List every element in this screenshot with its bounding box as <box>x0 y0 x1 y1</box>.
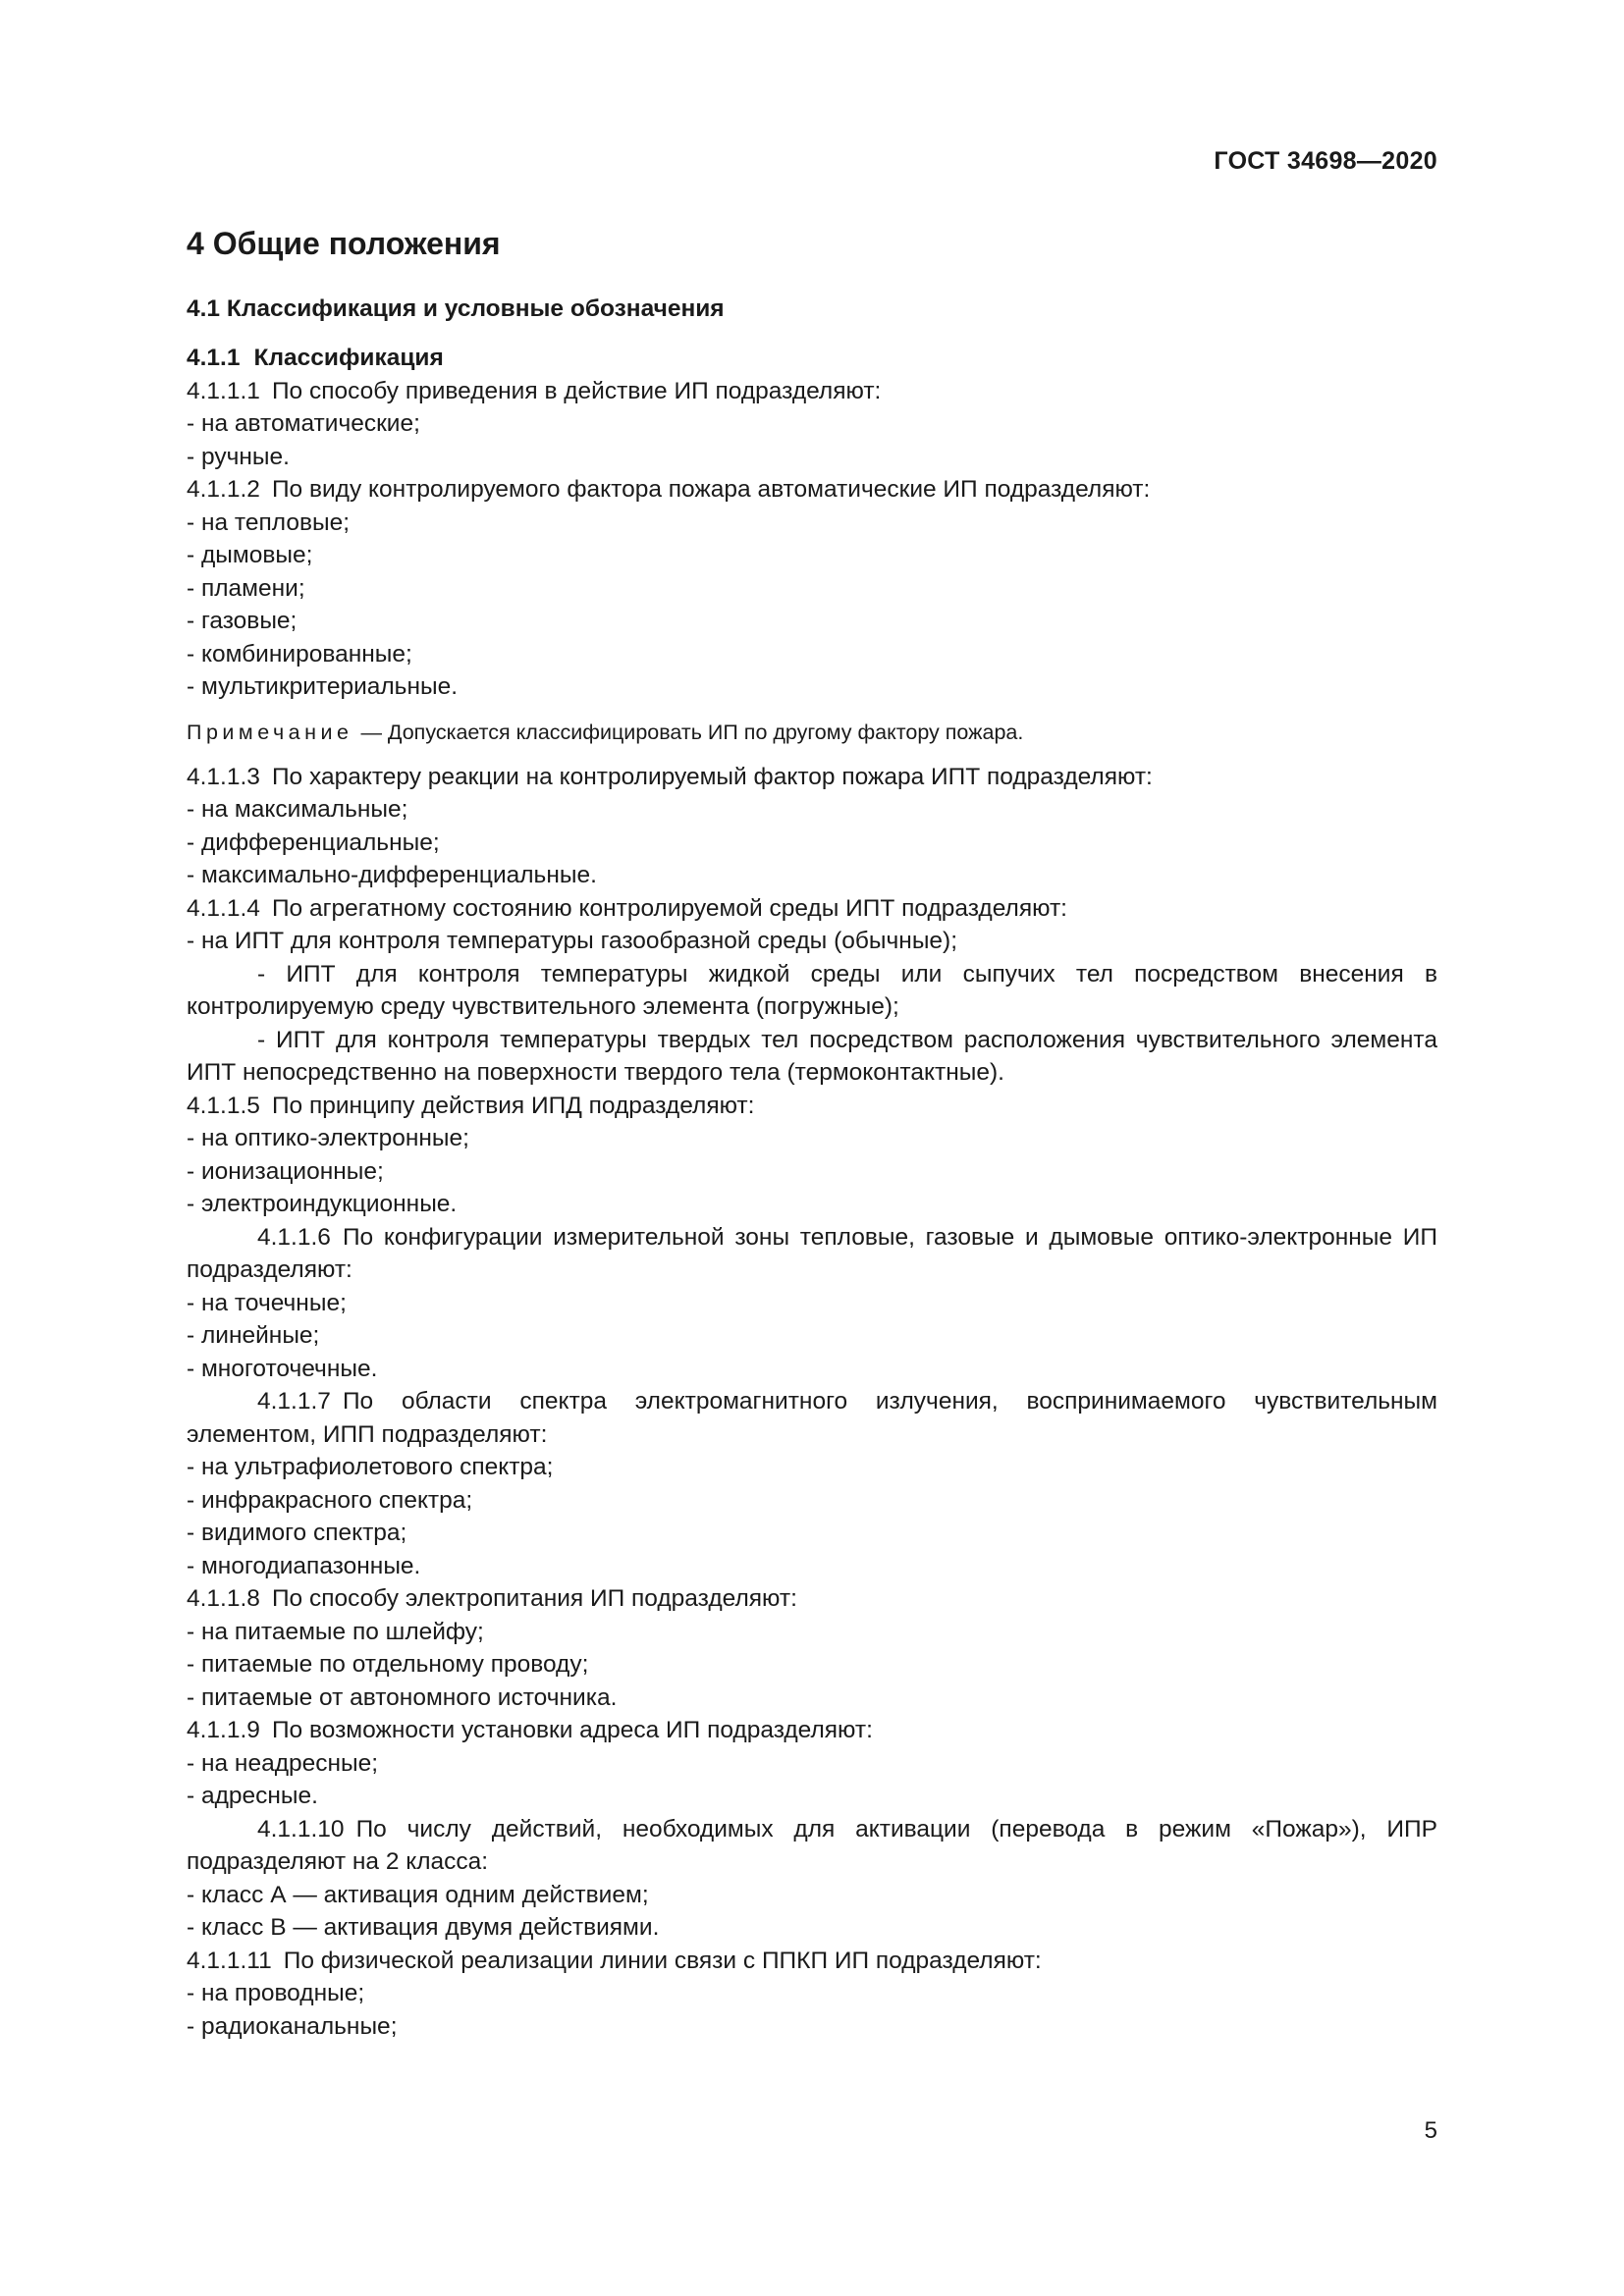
paragraph-4-1-1-5 <box>187 1090 1437 1123</box>
list-item: - дымовые; <box>187 542 313 568</box>
list-item: - многодиапазонные. <box>187 1552 421 1579</box>
clause-title <box>187 342 1437 375</box>
list-item: - максимально-дифференциальные. <box>187 862 597 888</box>
paragraph-number: 4.1.1.1 <box>187 377 260 404</box>
list-item: - класс В — активация двумя действиями. <box>187 1914 660 1941</box>
paragraph-4-1-1-10 <box>187 1813 1437 1879</box>
paragraph-4-1-1-1 <box>187 375 1437 408</box>
paragraph-4-1-1-2 <box>187 473 1437 507</box>
paragraph-4-1-1-7 <box>187 1385 1437 1451</box>
clause-label: Классификация <box>253 345 444 371</box>
paragraph-4-1-1-3 <box>187 761 1437 794</box>
list-item: - инфракрасного спектра; <box>187 1486 473 1514</box>
document-body <box>187 224 1437 2043</box>
list-item: - на ИПТ для контроля температуры газообразной среды (обычные); <box>187 928 958 954</box>
list-item: - на неадресные; <box>187 1749 379 1777</box>
paragraph-text: По числу действий, необходимых для активации (перевода в режим «Пожар»), ИПР подразделяют на 2 класса: <box>187 1815 1437 1875</box>
list-item: - пламени; <box>187 574 305 602</box>
paragraph-text: По возможности установки адреса ИП подразделяют: <box>271 1717 873 1743</box>
list-item: - ручные. <box>187 443 290 470</box>
paragraph-4-1-1-11 <box>187 1945 1437 1978</box>
list-item: - многоточечные. <box>187 1355 378 1382</box>
paragraph-text: По способу приведения в действие ИП подразделяют: <box>271 377 882 404</box>
paragraph-text: По физической реализации линии связи с ППКП ИП подразделяют: <box>283 1947 1042 1974</box>
note-text: — Допускается классифицировать ИП по другому фактору пожара. <box>360 720 1024 744</box>
note-label: Примечание <box>187 720 353 744</box>
paragraph-number: 4.1.1.11 <box>187 1947 272 1974</box>
note <box>187 718 1437 747</box>
page-number: 5 <box>1424 2117 1437 2144</box>
paragraph-number: 4.1.1.5 <box>187 1092 260 1119</box>
paragraph-text: По области спектра электромагнитного излучения, воспринимаемого чувствительным элементом, ИПП подразделяют: <box>187 1388 1437 1448</box>
list-item: - класс А — активация одним действием; <box>187 1881 649 1908</box>
paragraph-number: 4.1.1.6 <box>257 1223 331 1251</box>
list-item: - на автоматические; <box>187 410 420 437</box>
paragraph-number: 4.1.1.4 <box>187 894 260 922</box>
list-item: - на точечные; <box>187 1289 347 1316</box>
list-item: - линейные; <box>187 1322 320 1349</box>
clause-number: 4.1.1 <box>187 345 241 371</box>
list-item: - ионизационные; <box>187 1157 384 1185</box>
list-item: - адресные. <box>187 1783 318 1809</box>
paragraph-text: По конфигурации измерительной зоны тепловые, газовые и дымовые оптико-электронные ИП подразделяют: <box>187 1223 1437 1283</box>
paragraph-text: По способу электропитания ИП подразделяют: <box>271 1585 797 1612</box>
document-code: ГОСТ 34698—2020 <box>1214 147 1437 175</box>
list-item: - на оптико-электронные; <box>187 1125 469 1151</box>
list-item: - на проводные; <box>187 1980 365 2006</box>
list-item: - мультикритериальные. <box>187 673 459 700</box>
paragraph-4-1-1-9 <box>187 1714 1437 1747</box>
paragraph-text: По агрегатному состоянию контролируемой среды ИПТ подразделяют: <box>271 894 1067 922</box>
list-item: - ИПТ для контроля температуры жидкой среды или сыпучих тел посредством внесения в контролируемую среду чувствительного элемента (погружные); <box>187 960 1437 1020</box>
list-item: - электроиндукционные. <box>187 1191 458 1217</box>
paragraph-number: 4.1.1.8 <box>187 1585 260 1612</box>
list-item: - на тепловые; <box>187 508 351 536</box>
paragraph-4-1-1-6 <box>187 1221 1437 1287</box>
subsection-title: 4.1 Классификация и условные обозначения <box>187 295 725 322</box>
list-item: - комбинированные; <box>187 640 412 667</box>
paragraph-number: 4.1.1.3 <box>187 763 260 790</box>
paragraph-4-1-1-8 <box>187 1582 1437 1616</box>
list-item: - газовые; <box>187 608 298 634</box>
list-item: - радиоканальные; <box>187 2012 398 2040</box>
list-item: - на питаемые по шлейфу; <box>187 1618 484 1645</box>
list-item: - дифференциальные; <box>187 828 440 856</box>
section-title: 4 Общие положения <box>187 226 501 261</box>
list-item: - на ультрафиолетового спектра; <box>187 1454 554 1480</box>
paragraph-number: 4.1.1.9 <box>187 1717 260 1743</box>
paragraph-text: По виду контролируемого фактора пожара автоматические ИП подразделяют: <box>271 476 1151 503</box>
paragraph-number: 4.1.1.10 <box>257 1815 345 1842</box>
list-item: - на максимальные; <box>187 796 408 823</box>
list-item: - ИПТ для контроля температуры твердых тел посредством расположения чувствительного элемента ИПТ непосредственно на поверхности твердого тела (термоконтактные). <box>187 1026 1437 1086</box>
paragraph-number: 4.1.1.7 <box>257 1388 331 1415</box>
paragraph-text: По характеру реакции на контролируемый фактор пожара ИПТ подразделяют: <box>271 763 1153 790</box>
list-item: - питаемые от автономного источника. <box>187 1683 618 1711</box>
paragraph-text: По принципу действия ИПД подразделяют: <box>271 1092 755 1119</box>
paragraph-number: 4.1.1.2 <box>187 476 260 503</box>
list-item: - питаемые по отдельному проводу; <box>187 1651 589 1678</box>
paragraph-4-1-1-4 <box>187 892 1437 926</box>
list-item: - видимого спектра; <box>187 1520 407 1546</box>
